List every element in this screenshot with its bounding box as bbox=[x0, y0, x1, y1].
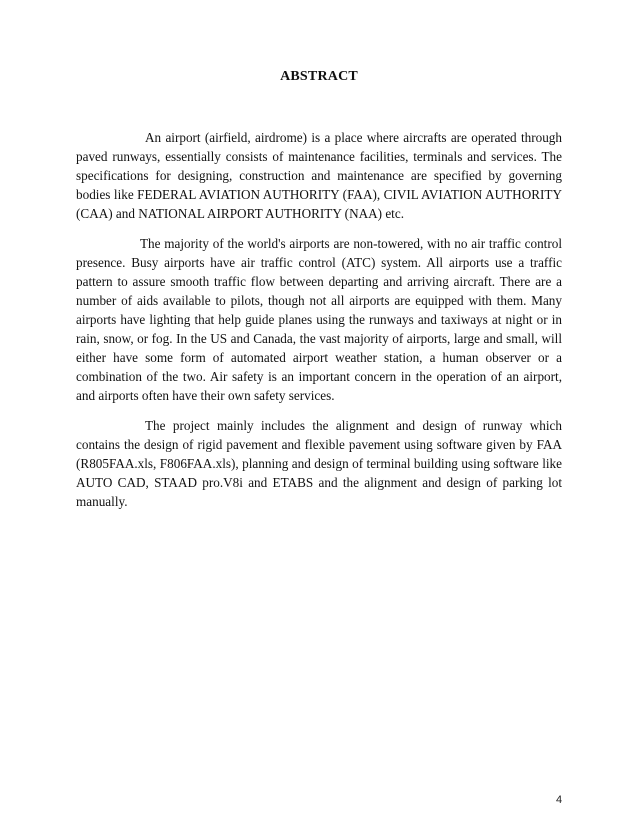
paragraph-project-scope: The project mainly includes the alignment and design of runway which contains the design of rigid pavement and flexible pavement using software given by FAA (R805FAA.xls, F806FAA.xls), planning and design of terminal building using software like AUTO CAD, STAAD pro.V8i and ETABS and the alignment and design of parking lot manually. bbox=[76, 418, 562, 509]
page-number: 4 bbox=[556, 794, 563, 806]
paragraph-intro: An airport (airfield, airdrome) is a place where aircrafts are operated through paved runways, essentially consists of maintenance facilities, terminals and services. The specifications for designing, construction and maintenance are specified by governing bodies like FEDERAL AVIATION AUTHORITY (FAA), CIVIL AVIATION AUTHORITY (CAA) and NATIONAL AIRPORT AUTHORITY (NAA) etc. bbox=[76, 130, 562, 221]
abstract-heading: ABSTRACT bbox=[280, 69, 358, 84]
abstract-body bbox=[76, 128, 562, 522]
paragraph-airport-operations: The majority of the world's airports are non-towered, with no air traffic control presence. Busy airports have air traffic control (ATC) system. All airports use a traffic pattern to assure smooth traffic flow between departing and arriving aircraft. There are a number of aids available to pilots, though not all airports are equipped with them. Many airports have lighting that help guide planes using the runways and taxiways at night or in rain, snow, or fog. In the US and Canada, the vast majority of airports, large and small, will either have some form of automated airport weather station, a human observer or a combination of the two. Air safety is an important concern in the operation of an airport, and airports often have their own safety services. bbox=[76, 236, 562, 403]
